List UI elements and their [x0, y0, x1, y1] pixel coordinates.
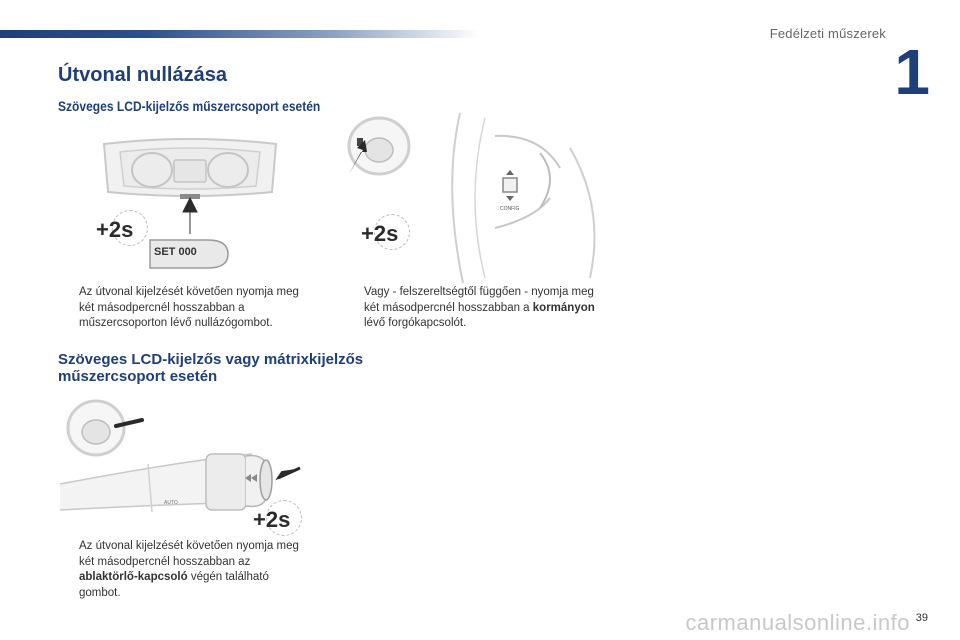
chapter-number: 1: [894, 36, 930, 108]
watermark: carmanualsonline.info: [685, 610, 910, 635]
config-label: CONFIG: [500, 206, 520, 212]
two-second-badge: +2s: [253, 507, 291, 532]
instruction-text-2-end: lévő forgókapcsolót.: [364, 317, 467, 329]
page-title: Útvonal nullázása: [58, 64, 227, 86]
instruction-paragraph-1: [58, 285, 308, 332]
steering-wheel-illustration: [335, 108, 605, 288]
instruction-text-3-bold: ablaktörlő-kapcsoló: [79, 571, 188, 583]
reset-button-illustration: [146, 236, 232, 272]
instruction-paragraph-2: [343, 285, 598, 332]
two-second-badge: +2s: [96, 217, 134, 242]
stalk-auto-label: AUTO: [164, 500, 178, 506]
instruction-paragraph-3: [58, 539, 308, 601]
instruction-text-1: Az útvonal kijelzését követően nyomja meg két másodpercnél hosszabban a műszercsoporton lévő nullázógombot.: [79, 286, 299, 329]
header-accent-bar: [0, 30, 480, 38]
instruction-text-2-start: Vagy - felszereltségtől függően - nyomja meg két másodpercnél hosszabban a: [364, 286, 594, 314]
instruction-text-2-bold: kormányon: [532, 301, 595, 314]
steering-wheel-icon: [335, 108, 605, 288]
page-number: 39: [915, 612, 928, 624]
section1-title: Szöveges LCD-kijelzős műszercsoport esetén: [58, 98, 321, 114]
reset-button-label: SET 000: [154, 246, 197, 258]
instruction-text-3-end: végén található gombot.: [79, 571, 269, 599]
section-label: Fedélzeti műszerek: [769, 26, 886, 41]
instruction-text-3-start: Az útvonal kijelzését követően nyomja meg két másodpercnél hosszabban az: [79, 540, 299, 568]
two-second-badge: +2s: [361, 221, 399, 246]
section2-title: Szöveges LCD-kijelzős vagy mátrixkijelzős műszercsoport esetén: [58, 351, 364, 385]
